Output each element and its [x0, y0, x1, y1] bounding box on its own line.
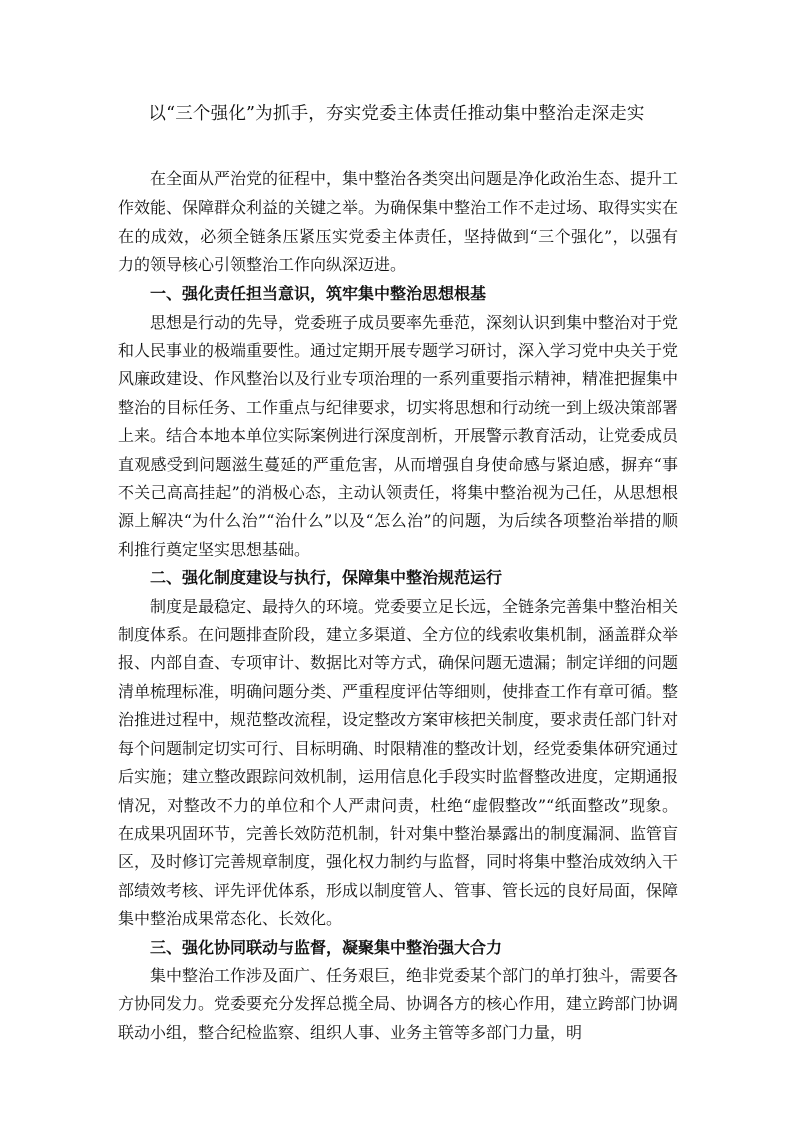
- section-3-heading: 三、强化协同联动与监督，凝聚集中整治强大合力: [150, 937, 503, 957]
- section-2-paragraph: 制度是最稳定、最持久的环境。党委要立足长远，全链条完善集中整治相关制度体系。在问题排查阶段，建立多渠道、全方位的线索收集机制，涵盖群众举报、内部自查、专项审计、数据比对等方式，确保问题无遗漏；制定详细的问题清单梳理标准，明确问题分类、严重程度评估等细则，使排查工作有章可循。整治推进过程中，规范整改流程，设定整改方案审核把关制度，要求责任部门针对每个问题制定切实可行、目标明确、时限精准的整改计划，经党委集体研究通过后实施；建立整改跟踪问效机制，运用信息化手段实时监督整改进度，定期通报情况，对整改不力的单位和个人严肃问责，杜绝“虚假整改”“纸面整改”现象。在成果巩固环节，完善长效防范机制，针对集中整治暴露出的制度漏洞、监管盲区，及时修订完善规章制度，强化权力制约与监督，同时将集中整治成效纳入干部绩效考核、评先评优体系，形成以制度管人、管事、管长远的良好局面，保障集中整治成果常态化、长效化。: [118, 596, 679, 929]
- section-3-paragraph: 集中整治工作涉及面广、任务艰巨，绝非党委某个部门的单打独斗，需要各方协同发力。党委要充分发挥总揽全局、协调各方的核心作用，建立跨部门协调联动小组，整合纪检监察、组织人事、业务主管等多部门力量，明: [118, 965, 679, 1042]
- section-1-heading: 一、强化责任担当意识，筑牢集中整治思想根基: [150, 284, 487, 304]
- section-2-heading: 二、强化制度建设与执行，保障集中整治规范运行: [150, 568, 503, 588]
- intro-paragraph: 在全面从严治党的征程中，集中整治各类突出问题是净化政治生态、提升工作效能、保障群众利益的关键之举。为确保集中整治工作不走过场、取得实实在在的成效，必须全链条压紧压实党委主体责任，坚持做到“三个强化”，以强有力的领导核心引领整治工作向纵深迈进。: [118, 169, 679, 275]
- document-title: 以“三个强化”为抓手，夯实党委主体责任推动集中整治走深走实: [148, 104, 645, 124]
- section-1-paragraph: 思想是行动的先导，党委班子成员要率先垂范，深刻认识到集中整治对于党和人民事业的极端重要性。通过定期开展专题学习研讨，深入学习党中央关于党风廉政建设、作风整治以及行业专项治理的一系列重要指示精神，精准把握集中整治的目标任务、工作重点与纪律要求，切实将思想和行动统一到上级决策部署上来。结合本地本单位实际案例进行深度剖析，开展警示教育活动，让党委成员直观感受到问题滋生蔓延的严重危害，从而增强自身使命感与紧迫感，摒弃“事不关己高高挂起”的消极心态，主动认领责任，将集中整治视为己任，从思想根源上解决“为什么治”“治什么”以及“怎么治”的问题，为后续各项整治举措的顺利推行奠定坚实思想基础。: [118, 312, 679, 559]
- document-body: [118, 165, 678, 1047]
